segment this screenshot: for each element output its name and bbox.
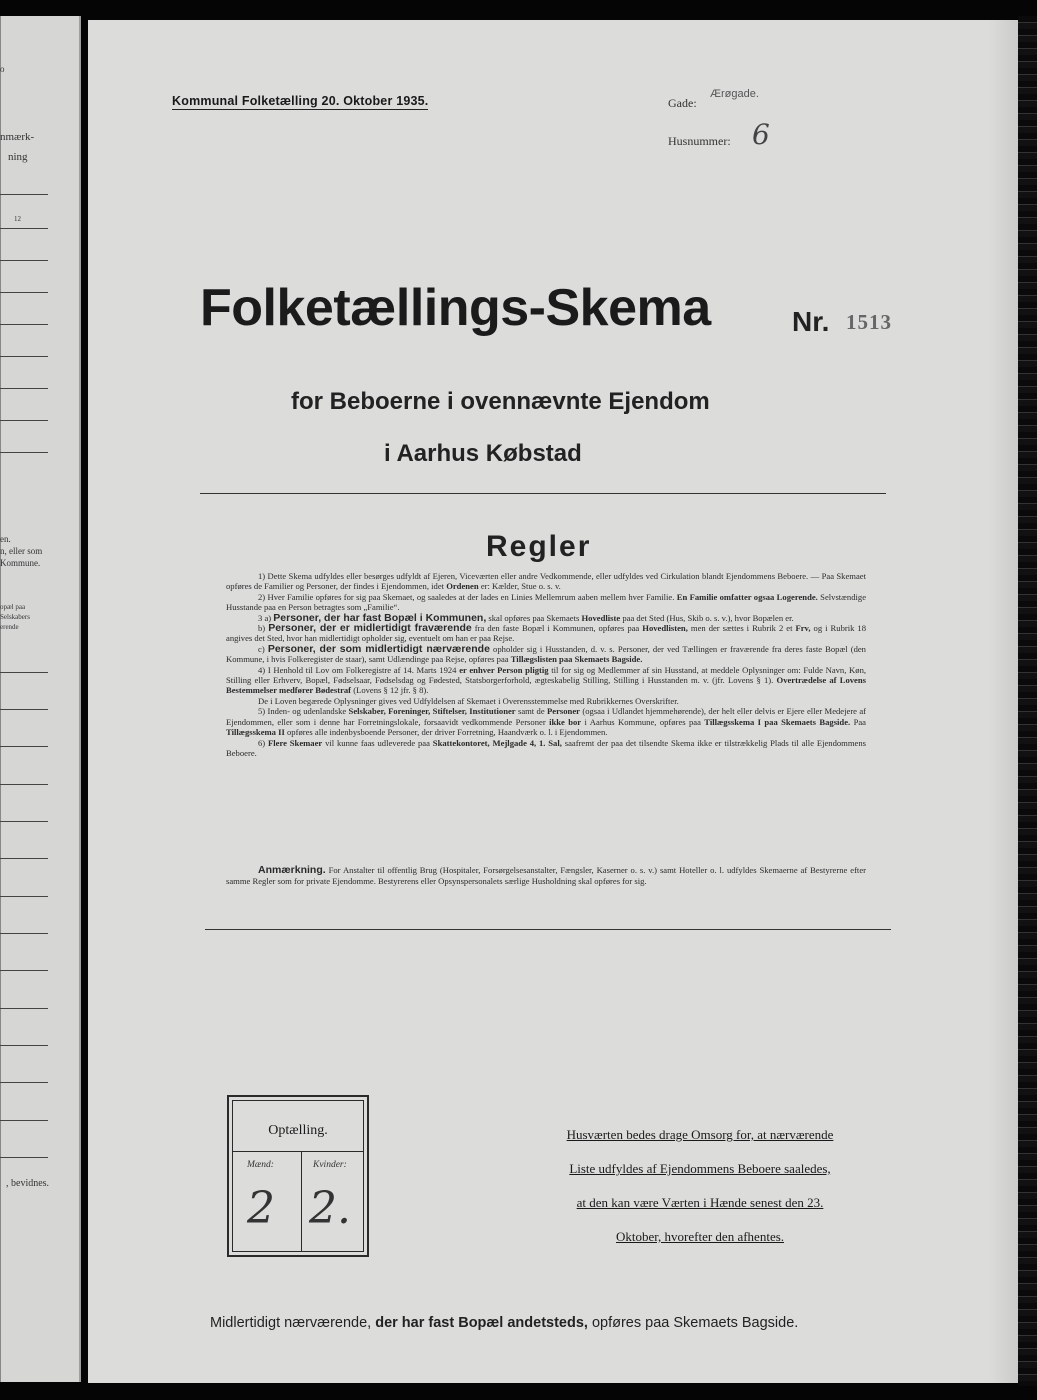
rules-text (226, 571, 866, 758)
rule-text: Paa (853, 716, 866, 727)
rule-emphasis: Personer, der som midlertidigt nærværende (267, 642, 490, 655)
fragment-text: opæl paa (0, 603, 26, 611)
rule-text: vil kunne faas udleverede paa (325, 737, 430, 748)
rule-emphasis: Frv, (795, 623, 811, 634)
fragment-rule (0, 420, 48, 421)
fragment-rule (0, 260, 48, 261)
rule-text: opføres alle indenbysboende Personer, der driver Forretning, Haandværk o. l. i Ejendommen. (286, 727, 608, 738)
rule-text: De i Loven begærede Oplysninger gives ved Udfyldelsen af Skemaet i Overensstemmelse med Rubrikkernes Overskrifter. (258, 695, 679, 706)
rule-1 (226, 571, 866, 592)
rule-text: samt de (517, 706, 545, 717)
form-subtitle: for Beboerne i ovennævnte Ejendom (291, 388, 710, 415)
fragment-rule (0, 672, 48, 673)
rules-heading: Regler (486, 530, 592, 563)
notice-line: Oktober, hvorefter den afhentes. (615, 1229, 785, 1244)
divider-rule (200, 493, 886, 494)
fragment-rule (0, 452, 48, 453)
facing-page-fragment (0, 16, 81, 1382)
notice-line: Husværten bedes drage Omsorg for, at nærværende (566, 1127, 834, 1142)
rule-text: 5) Inden- og udenlandske (258, 706, 347, 717)
rule-text: paa det Sted (Hus, Skib o. s. v.), hvor Bopælen er. (622, 612, 794, 623)
form-title: Folketællings-Skema (200, 279, 711, 337)
tally-box-inner (232, 1100, 364, 1252)
fragment-rule (0, 388, 48, 389)
annotation-text: For Anstalter til offentlig Brug (Hospitaler, Forsørgelsesanstalter, Fængsler, Kaserner o. s. v.) samt Hoteller o. l. udfyldes Skemaerne af Bestyrerne efter samme Regler som for private Ejendomme. Bestyrerens eller Opsynspersonalets særlige Husholdning skal opføres for sig. (226, 865, 866, 886)
rule-text: 2) Hver Familie opføres for sig paa Skemaet, og saaledes at der lades en Linies Mellemrum aaben mellem hver Familie. (258, 591, 675, 602)
fragment-rule (0, 194, 48, 195)
rule-emphasis: er enhver Person pligtig (459, 664, 549, 675)
house-number-label: Husnummer: (668, 134, 731, 148)
rule-4 (226, 665, 866, 696)
rule-emphasis: Tillægsskema I paa Skemaets Bagside. (704, 716, 851, 727)
rule-emphasis: Personer, der har fast Bopæl i Kommunen, (273, 611, 487, 624)
census-form-page (88, 20, 1018, 1383)
fragment-rule (0, 356, 48, 357)
rule-3b (226, 623, 866, 644)
footer-emphasis: der har fast Bopæl andetsteds, (375, 1315, 588, 1331)
tally-title: Optælling. (268, 1123, 328, 1138)
fragment-rule (0, 324, 48, 325)
rule-text: og i Rubrik 18 angives det Sted, hvor han midlertidigt opholder sig, eventuelt om han er paa Rejse. (226, 623, 867, 644)
divider-rule (205, 929, 891, 930)
rule-emphasis: Personer (547, 706, 580, 717)
fragment-text: ning (8, 151, 28, 163)
fragment-rule (0, 784, 48, 785)
form-number-value: 1513 (846, 310, 892, 334)
fragment-text: n, eller som (0, 546, 43, 556)
rule-3c (226, 644, 866, 665)
rule-emphasis: Overtrædelse af Lovens Bestemmelser medfører Bødestraf (226, 675, 866, 696)
rule-emphasis: Skattekontoret, Mejlgade 4, 1. Sal, (432, 737, 562, 748)
fragment-rule (0, 228, 48, 229)
fragment-rule (0, 1045, 48, 1046)
street-value: Ærøgade. (710, 88, 759, 100)
rule-text: (ogsaa i Udlandet hjemmehørende), der helt eller delvis er Ejere eller Medejere af Ejendommen, eller som i denne har Forretningslokale, forsaavidt vedkommende Personer (226, 706, 867, 727)
rule-emphasis: Tillægslisten paa Skemaets Bagside. (510, 654, 643, 665)
fragment-text: 12 (14, 215, 21, 223)
tally-column-divider (301, 1151, 302, 1251)
rule-emphasis: Hovedlisten, (642, 623, 688, 634)
fragment-rule (0, 1082, 48, 1083)
fragment-rule (0, 1157, 48, 1158)
fragment-rule (0, 709, 48, 710)
women-label: Kvinder: (313, 1160, 347, 1170)
rule-text: 6) (258, 737, 266, 748)
rule-text: 3 a) (258, 612, 272, 623)
rule-text: (Lovens § 12 jfr. § 8). (353, 685, 429, 696)
fragment-rule (0, 821, 48, 822)
rule-text: c) (258, 643, 265, 654)
landlord-notice (528, 1118, 872, 1254)
fragment-text: nmærk- (0, 131, 35, 143)
form-number-label: Nr. (792, 306, 830, 337)
rule-text: opholder sig i Husstanden, d. v. s. Personer, der ved Tællingen er fraværende fra deres faste Bopæl (den Kommune, i hvis Folkeregister de staar), samt Udlændinge paa Rejse, opføres paa (226, 643, 866, 665)
fragment-rule (0, 1120, 48, 1121)
house-number-value: 6 (752, 118, 770, 151)
tally-box (227, 1095, 369, 1257)
fragment-rule (0, 1008, 48, 1009)
rule-emphasis: En Familie omfatter ogsaa Logerende. (676, 591, 818, 602)
fragment-text: en. (0, 534, 11, 544)
rule-text: men der sættes i Rubrik 2 et (690, 623, 793, 634)
rule-emphasis: ikke bor (549, 716, 582, 727)
annotation-note (226, 865, 866, 887)
rule-text: 4) I Henhold til Lov om Folkeregistre af 14. Marts 1924 (258, 664, 457, 675)
annotation-paragraph (226, 865, 866, 887)
rule-2 (226, 592, 866, 613)
footer-text: Midlertidigt nærværende, (210, 1315, 372, 1331)
rule-text: skal opføres paa Skemaets (488, 612, 580, 623)
street-label: Gade: (668, 96, 697, 110)
fragment-rule (0, 746, 48, 747)
notice-line: Liste udfyldes af Ejendommens Beboere saaledes, (569, 1161, 831, 1176)
rule-text: til for sig og Medlemmer af sin Husstand, at meddele Oplysninger om: Fulde Navn, Køn, Stilling eller Erhverv, Bopæl, Fødselsaar, Fødselsdag og Fødested, Statsborgerforhold, ægteskabelig Stilling, Stilling i Husstanden m. v. (jfr. Lovens § 1). (226, 664, 867, 686)
form-subtitle-city: i Aarhus Købstad (384, 440, 582, 467)
rule-text: er: Kælder, Stue o. s. v. (480, 581, 561, 592)
notice-line: at den kan være Værten i Hænde senest den 23. (576, 1195, 824, 1210)
tally-divider (233, 1151, 363, 1152)
fragment-rule (0, 970, 48, 971)
rule-emphasis: Selskaber, Foreninger, Stiftelser, Institutioner (348, 706, 516, 717)
fragment-rule (0, 292, 48, 293)
women-count: 2. (309, 1183, 351, 1234)
rule-emphasis: Personer, der er midlertidigt fraværende (268, 622, 472, 635)
rule-text: saafremt der paa det tilsendte Skema ikke er tilstrækkelig Plads til alle Ejendommens Beboere. (226, 737, 867, 758)
rule-text: fra den faste Bopæl i Kommunen, opføres paa (474, 623, 640, 634)
fragment-rule (0, 933, 48, 934)
annotation-label: Anmærkning. (258, 864, 326, 876)
fragment-text: Kommune. (0, 558, 41, 568)
fragment-text: Selskabers (0, 613, 30, 621)
rule-text: 1) Dette Skema udfyldes eller besørges udfyldt af Ejeren, Viceværten eller andre Vedkommende, eller udfyldes ved Cirkulation blandt Ejendommens Beboere. — Paa Skemaet opføres de Familier og Personer, der findes i Ejendommen, idet (226, 571, 866, 592)
census-header-title: Kommunal Folketælling 20. Oktober 1935. (172, 94, 429, 108)
rule-emphasis: Flere Skemaer (268, 737, 323, 748)
page-shadow (988, 20, 1018, 1383)
fragment-text: o (0, 64, 5, 74)
rule-emphasis: Ordenen (446, 581, 479, 592)
footer-text: opføres paa Skemaets Bagside. (591, 1315, 799, 1331)
men-count: 2 (247, 1183, 275, 1234)
page-edge-line (0, 16, 1, 1382)
rule-5 (226, 706, 866, 737)
rule-emphasis: Hovedliste (581, 612, 621, 623)
fragment-text: , bevidnes. (6, 1178, 50, 1189)
rule-text: Selvstændige Husstande paa en Person betragtes som „Familie“. (226, 591, 867, 613)
footer-note (210, 1315, 798, 1331)
binding-edge (1018, 16, 1037, 1386)
rule-4b (226, 696, 866, 706)
fragment-text: erende (0, 623, 19, 631)
fragment-rule (0, 896, 48, 897)
rule-text: i Aarhus Kommune, opføres paa (584, 716, 701, 727)
rule-emphasis: Tillægsskema II (226, 727, 285, 738)
rule-text: b) (258, 623, 266, 634)
rule-6 (226, 738, 866, 759)
men-label: Mænd: (247, 1160, 274, 1170)
fragment-rule (0, 858, 48, 859)
